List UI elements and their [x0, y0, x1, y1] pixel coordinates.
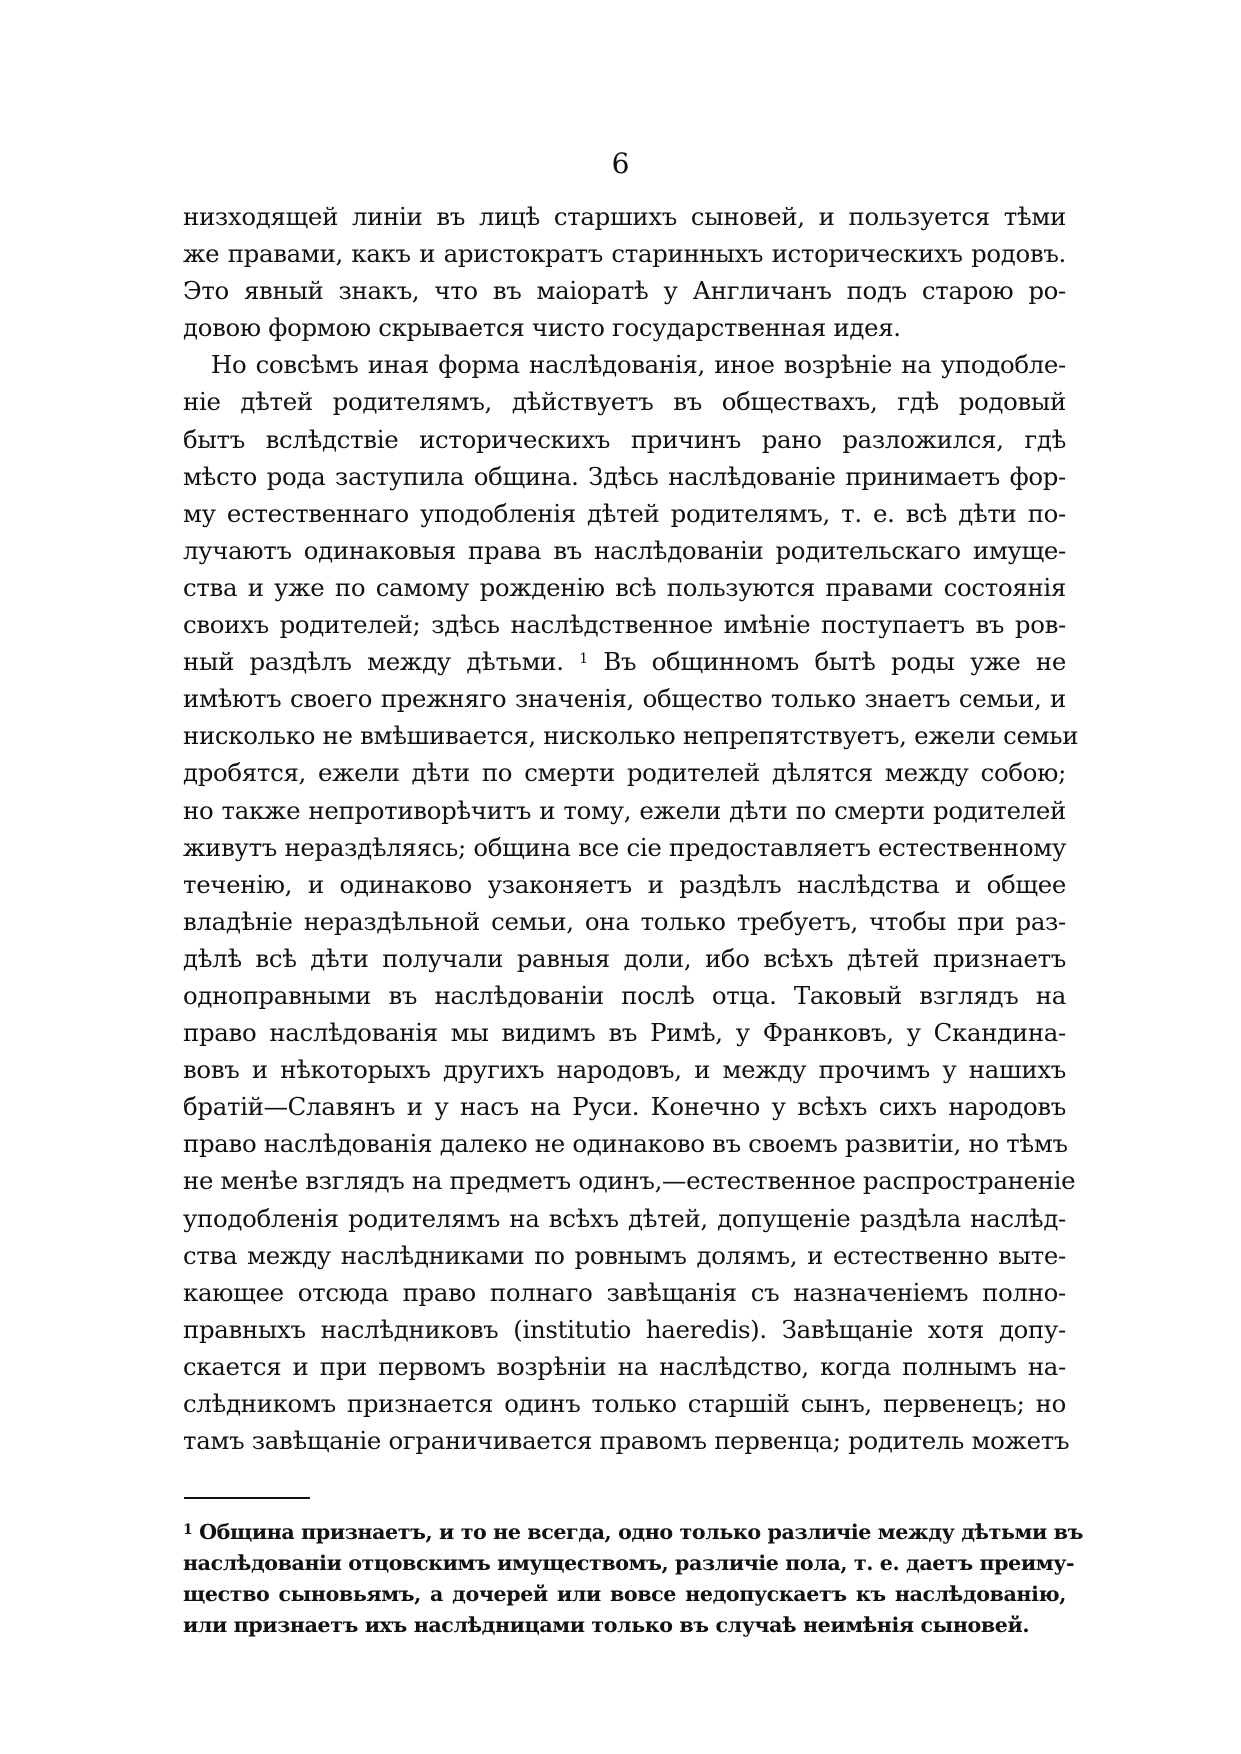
text-line: но также непротиворѣчитъ и тому, ежели дѣти по смерти родителей: [183, 795, 1066, 825]
page-number: 6: [611, 147, 630, 180]
text-line: кающее отсюда право полнаго завѣщанія съ назначеніемъ полно-: [183, 1277, 1066, 1307]
text-line: ства между наслѣдниками по ровнымъ долямъ, и естественно выте-: [183, 1240, 1066, 1270]
text-line-with-footnote-ref: [183, 643, 1066, 680]
text-line: теченію, и одинаково узаконяетъ и раздѣлъ наслѣдства и общее: [183, 869, 1066, 899]
text-line: владѣніе нераздѣльной семьи, она только требуетъ, чтобы при раз-: [183, 906, 1066, 936]
text-line: слѣдникомъ признается одинъ только старшій сынъ, первенецъ; но: [183, 1389, 1066, 1418]
text-line: имѣютъ своего прежняго значенія, общество только знаетъ семьи, и: [183, 684, 1066, 714]
text-line: живутъ нераздѣляясь; община все сіе предоставляетъ естественному: [183, 832, 1066, 862]
footnote-line: наслѣдованіи отцовскимъ имуществомъ, различіе пола, т. е. даетъ преиму-: [183, 1551, 1075, 1575]
footnote-reference[interactable]: 1: [579, 651, 588, 668]
text-line: нисколько не вмѣшивается, нисколько непрепятствуетъ, ежели семьи: [183, 721, 1079, 751]
footnote-line: или признаетъ ихъ наслѣдницами только въ случаѣ неимѣнія сыновей.: [183, 1613, 1030, 1637]
text-line: не менѣе взглядъ на предметъ одинъ,—естественное распространеніе: [183, 1166, 1076, 1196]
text-line: мѣсто рода заступила община. Здѣсь наслѣдованіе принимаетъ фор-: [183, 461, 1066, 491]
text-line: ства и уже по самому рожденію всѣ пользуются правами состоянія: [183, 572, 1066, 602]
text-line: дѣлѣ всѣ дѣти получали равныя доли, ибо всѣхъ дѣтей признаетъ: [183, 943, 1066, 973]
text-line: одноправными въ наслѣдованіи послѣ отца. Таковый взглядъ на: [183, 980, 1066, 1010]
text-line: лучаютъ одинаковыя права въ наслѣдованіи родительскаго имуще-: [183, 535, 1066, 565]
footnote-line: [183, 1517, 1083, 1548]
text-line: своихъ родителей; здѣсь наслѣдственное имѣніе поступаетъ въ ров-: [183, 610, 1066, 640]
footnote-marker: 1: [183, 1522, 193, 1538]
text-line: правныхъ наслѣдниковъ (institutio haeredis). Завѣщаніе хотя допу-: [183, 1314, 1066, 1344]
text-line: же правами, какъ и аристократъ старинныхъ историческихъ родовъ.: [183, 239, 1066, 269]
text-line: бытъ вслѣдствіе историческихъ причинъ рано разложился, гдѣ: [183, 424, 1066, 454]
footnote-separator: [184, 1497, 310, 1499]
text-line: уподобленія родителямъ на всѣхъ дѣтей, допущеніе раздѣла наслѣд-: [183, 1203, 1066, 1233]
text-line: му естественнаго уподобленія дѣтей родителямъ, т. е. всѣ дѣти по-: [183, 498, 1066, 528]
text-line: довою формою скрывается чисто государственная идея.: [183, 313, 901, 343]
text-line: скается и при первомъ возрѣніи на наслѣдство, когда полнымъ на-: [183, 1351, 1066, 1381]
text-line: право наслѣдованія мы видимъ въ Римѣ, у Франковъ, у Скандина-: [183, 1018, 1066, 1048]
text-line: низходящей линіи въ лицѣ старшихъ сыновей, и пользуется тѣми: [183, 202, 1066, 231]
text-line: Это явный знакъ, что въ маіоратѣ у Англичанъ подъ старою ро-: [183, 276, 1066, 306]
text-line: вовъ и нѣкоторыхъ другихъ народовъ, и между прочимъ у нашихъ: [183, 1055, 1066, 1085]
text-line: дробятся, ежели дѣти по смерти родителей дѣлятся между собою;: [183, 758, 1066, 788]
text-line: право наслѣдованія далеко не одинаково въ своемъ развитіи, но тѣмъ: [183, 1129, 1068, 1159]
footnote-line: щество сыновьямъ, а дочерей или вовсе недопускаетъ къ наслѣдованію,: [183, 1582, 1066, 1606]
footnote: [183, 1517, 1083, 1641]
text-line: ніе дѣтей родителямъ, дѣйствуетъ въ обществахъ, гдѣ родовый: [183, 387, 1066, 417]
body-text: [183, 198, 1079, 1459]
text-line: тамъ завѣщаніе ограничивается правомъ первенца; родитель можетъ: [183, 1426, 1070, 1456]
text-fragment: Въ общинномъ бытѣ роды уже не: [603, 647, 1066, 677]
text-fragment: ный раздѣлъ между дѣтьми.: [183, 647, 564, 677]
footnote-text: Община признаетъ, и то не всегда, одно только различіе между дѣтьми въ: [199, 1520, 1083, 1544]
text-line: Но совсѣмъ иная форма наслѣдованія, иное возрѣніе на уподобле-: [211, 350, 1066, 380]
text-line: братій—Славянъ и у насъ на Руси. Конечно у всѣхъ сихъ народовъ: [183, 1092, 1066, 1122]
